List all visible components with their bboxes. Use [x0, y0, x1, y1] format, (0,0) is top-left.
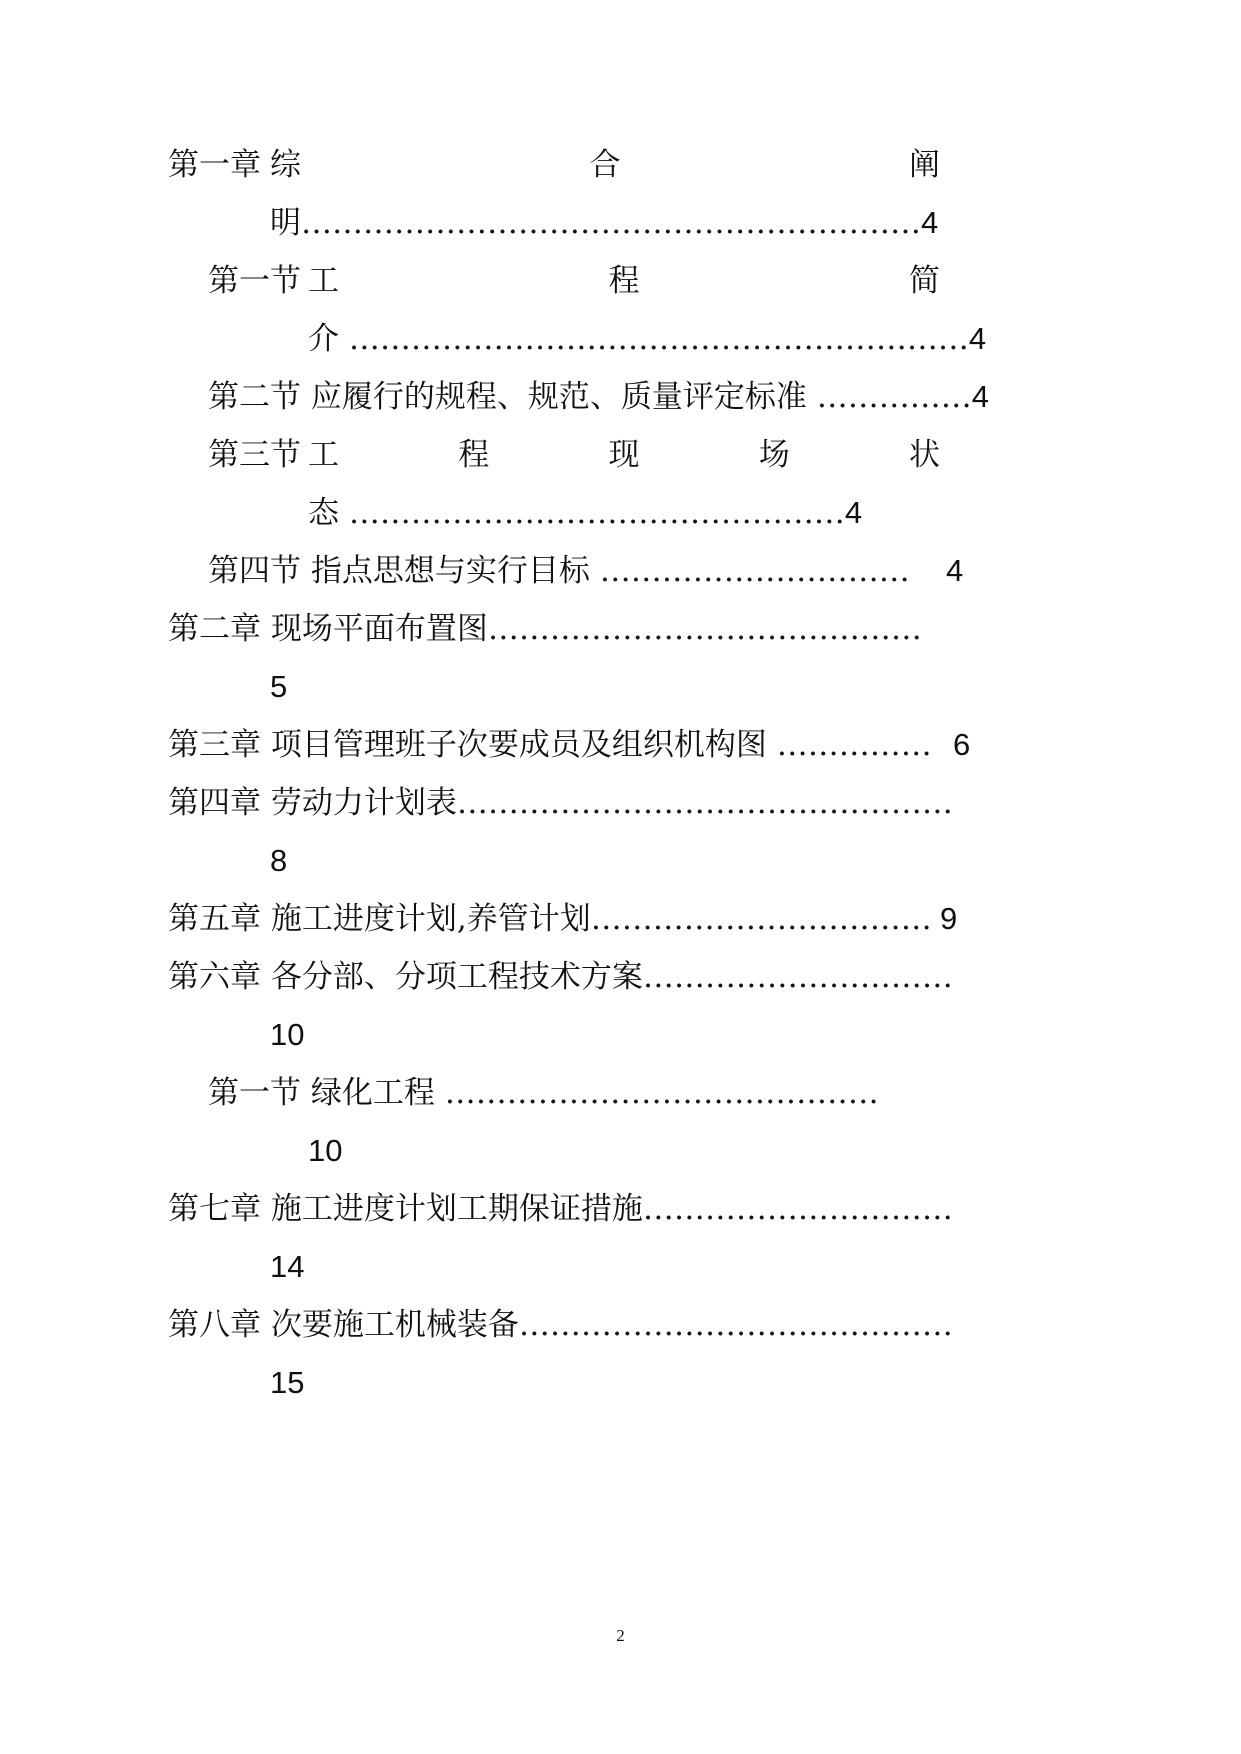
toc-chapter-6[interactable]	[168, 957, 953, 997]
toc-chapter-4-page	[270, 841, 287, 881]
toc-leader-dots: ……………	[816, 379, 972, 415]
toc-title: 绿化工程	[310, 1075, 435, 1111]
toc-leader-dots: …………………………………………	[456, 785, 953, 821]
toc-title: 施工进度计划,养管计划	[270, 901, 591, 937]
toc-chapter-3-page	[953, 725, 970, 765]
toc-title-char: 工	[308, 437, 339, 473]
toc-title: 施工进度计划工期保证措施	[270, 1191, 643, 1227]
toc-section-1-1-label[interactable]	[208, 261, 301, 301]
toc-title-char: 简	[909, 263, 940, 299]
toc-page-number: 9	[940, 901, 958, 936]
toc-section-1-3-label[interactable]	[208, 435, 301, 475]
toc-page-number: 5	[270, 669, 288, 704]
toc-title-char: 场	[758, 437, 790, 473]
toc-page-number: 8	[270, 843, 288, 878]
toc-label: 第四节	[208, 553, 301, 589]
toc-leader-dots: ……………………………………	[518, 1307, 953, 1343]
toc-title: 次要施工机械装备	[270, 1307, 519, 1343]
toc-section-6-1[interactable]	[208, 1073, 879, 1113]
toc-label: 第七章	[168, 1191, 261, 1227]
toc-leader-dots: …………………………	[599, 553, 910, 589]
toc-section-1-1-continued[interactable]	[308, 319, 986, 359]
toc-label: 第三节	[208, 437, 301, 473]
toc-section-1-4-page	[946, 551, 963, 591]
toc-title-char: 综	[270, 147, 301, 183]
toc-section-1-4[interactable]	[208, 551, 910, 591]
toc-page-number: 4	[968, 321, 987, 356]
toc-chapter-2[interactable]	[168, 609, 922, 649]
toc-title: 各分部、分项工程技术方案	[270, 959, 643, 995]
toc-chapter-8[interactable]	[168, 1305, 953, 1345]
toc-chapter-4[interactable]	[168, 783, 953, 823]
toc-title-tail: 态	[308, 495, 339, 531]
toc-chapter-6-page	[270, 1015, 304, 1055]
toc-section-6-1-page	[308, 1131, 342, 1171]
toc-page-number: 4	[844, 495, 863, 530]
toc-title-tail: 介	[308, 321, 339, 357]
toc-label: 第一章	[168, 147, 261, 183]
toc-title-char: 程	[608, 263, 640, 299]
toc-leader-dots: …………………………………………	[348, 495, 845, 531]
toc-chapter-1-title[interactable]	[270, 145, 940, 185]
toc-label: 第二节	[208, 379, 301, 415]
toc-page-number: 4	[971, 379, 989, 414]
toc-chapter-8-page	[270, 1363, 304, 1403]
toc-title-char: 状	[909, 437, 940, 473]
toc-page-number: 6	[953, 727, 971, 762]
toc-title: 现场平面布置图	[270, 611, 488, 647]
toc-page-number: 14	[270, 1249, 305, 1284]
toc-leader-dots: ……………………………………………………	[348, 321, 969, 357]
toc-chapter-1-label[interactable]	[168, 145, 261, 185]
toc-title-char: 程	[458, 437, 490, 473]
toc-title-char: 阐	[909, 147, 940, 183]
toc-leader-dots: ……………………………	[590, 901, 932, 937]
toc-title: 劳动力计划表	[270, 785, 457, 821]
toc-label: 第六章	[168, 959, 261, 995]
toc-label: 第三章	[168, 727, 261, 763]
toc-title-char: 现	[608, 437, 640, 473]
toc-leader-dots: ……………	[776, 727, 932, 763]
toc-title-char: 合	[589, 147, 621, 183]
toc-chapter-7[interactable]	[168, 1189, 953, 1229]
toc-chapter-7-page	[270, 1247, 304, 1287]
toc-title: 指点思想与实行目标	[310, 553, 590, 589]
toc-page-number: 15	[270, 1365, 305, 1400]
toc-title: 应履行的规程、规范、质量评定标准	[310, 379, 807, 415]
toc-title-tail: 明	[270, 205, 301, 241]
toc-label: 第一节	[208, 1075, 301, 1111]
toc-chapter-3[interactable]	[168, 725, 932, 765]
toc-label: 第八章	[168, 1307, 261, 1343]
toc-section-1-1-title[interactable]	[308, 261, 940, 301]
toc-section-1-3-continued[interactable]	[308, 493, 862, 533]
toc-leader-dots: ……………………………………	[444, 1075, 879, 1111]
toc-label: 第五章	[168, 901, 261, 937]
toc-chapter-5-page	[940, 899, 957, 939]
toc-leader-dots: …………………………	[642, 1191, 953, 1227]
toc-title-char: 工	[308, 263, 339, 299]
toc-page-number: 4	[921, 205, 939, 240]
toc-leader-dots: ……………………………………………………	[301, 205, 921, 241]
toc-label: 第四章	[168, 785, 261, 821]
toc-label: 第二章	[168, 611, 261, 647]
toc-page-number: 10	[308, 1133, 343, 1168]
toc-page-number: 4	[946, 553, 964, 588]
toc-leader-dots: …………………………	[642, 959, 953, 995]
toc-chapter-1-continued[interactable]	[270, 203, 938, 243]
footer-page-number: 2	[616, 1626, 625, 1645]
toc-section-1-3-title[interactable]	[308, 435, 940, 475]
toc-leader-dots: ……………………………………	[487, 611, 922, 647]
toc-title: 项目管理班子次要成员及组织机构图	[270, 727, 767, 763]
toc-chapter-2-page	[270, 667, 287, 707]
toc-page-number: 10	[270, 1017, 305, 1052]
toc-section-1-2[interactable]	[208, 377, 989, 417]
toc-label: 第一节	[208, 263, 301, 299]
toc-chapter-5[interactable]	[168, 899, 932, 939]
